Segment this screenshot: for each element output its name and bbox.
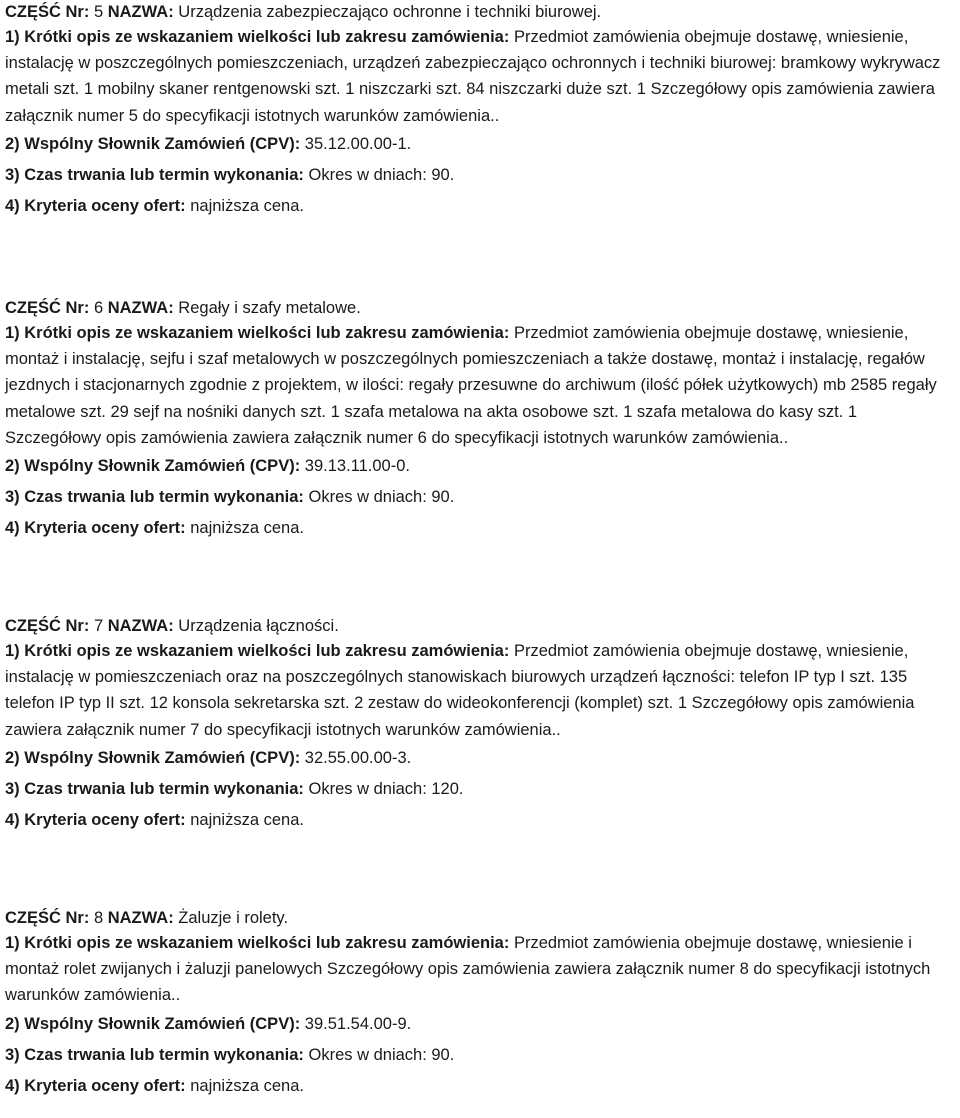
short-description (5, 930, 957, 1009)
part-heading (5, 614, 957, 638)
cpv-line (5, 129, 957, 160)
criteria-value: najniższa cena. (190, 1076, 304, 1095)
duration-line (5, 774, 957, 805)
cpv-label: 2) Wspólny Słownik Zamówień (CPV): (5, 1014, 301, 1033)
description-text: Przedmiot zamówienia obejmuje dostawę, wniesienie, montaż i instalację, sejfu i szaf metalowych w poszczególnych pomieszczeniach a także dostawę, montaż i instalację, regałów jezdnych i stacjonarnych zgodnie z projektem, w ilości: regały przesuwne do archiwum (ilość półek użytkowych) mb 2585 regały metalowe szt. 29 sejf na nośniki danych szt. 1 szafa metalowa na akta osobowe szt. 1 szafa metalowa do kasy szt. 1 Szczegółowy opis zamówienia zawiera załącznik numer 6 do specyfikacji istotnych warunków zamówienia.. (5, 324, 937, 447)
duration-value: Okres w dniach: 90. (308, 488, 455, 507)
cpv-label: 2) Wspólny Słownik Zamówień (CPV): (5, 457, 301, 476)
duration-line (5, 482, 957, 513)
name-label: NAZWA: (107, 3, 174, 21)
duration-line (5, 160, 957, 191)
part-name: Regały i szafy metalowe. (178, 299, 361, 317)
part-heading (5, 0, 957, 24)
part-name: Urządzenia zabezpieczająco ochronne i techniki biurowej. (178, 3, 602, 21)
criteria-label: 4) Kryteria oceny ofert: (5, 1076, 186, 1095)
criteria-line (5, 1071, 957, 1102)
part-label: CZĘŚĆ Nr: (5, 299, 90, 317)
cpv-line (5, 451, 957, 482)
criteria-label: 4) Kryteria oceny ofert: (5, 810, 186, 829)
cpv-line (5, 743, 957, 774)
part-label: CZĘŚĆ Nr: (5, 909, 90, 927)
short-description (5, 638, 957, 743)
duration-label: 3) Czas trwania lub termin wykonania: (5, 779, 304, 798)
criteria-line (5, 513, 957, 544)
part-name: Urządzenia łączności. (178, 617, 339, 635)
criteria-value: najniższa cena. (190, 810, 304, 829)
criteria-line (5, 805, 957, 836)
duration-label: 3) Czas trwania lub termin wykonania: (5, 488, 304, 507)
short-description (5, 320, 957, 451)
part-heading (5, 296, 957, 320)
duration-value: Okres w dniach: 120. (308, 779, 464, 798)
part-heading (5, 906, 957, 930)
name-label: NAZWA: (107, 909, 174, 927)
name-label: NAZWA: (107, 299, 174, 317)
part-label: CZĘŚĆ Nr: (5, 617, 90, 635)
criteria-value: najniższa cena. (190, 196, 304, 215)
cpv-code: 35.12.00.00-1. (304, 134, 412, 153)
description-label: 1) Krótki opis ze wskazaniem wielkości lub zakresu zamówienia: (5, 934, 510, 952)
part-number: 8 (93, 909, 104, 927)
cpv-line (5, 1009, 957, 1040)
name-label: NAZWA: (107, 617, 174, 635)
duration-line (5, 1040, 957, 1071)
cpv-code: 32.55.00.00-3. (304, 748, 412, 767)
part-number: 5 (93, 3, 104, 21)
contract-part-7 (5, 614, 957, 836)
description-label: 1) Krótki opis ze wskazaniem wielkości lub zakresu zamówienia: (5, 28, 510, 46)
description-text: Przedmiot zamówienia obejmuje dostawę, wniesienie, instalację w pomieszczeniach oraz na poszczególnych stanowiskach biurowych urządzeń łączności: telefon IP typ I szt. 135 telefon IP typ II szt. 12 konsola sekretarska szt. 2 zestaw do wideokonferencji (komplet) szt. 1 Szczegółowy opis zamówienia zawiera załącznik numer 7 do specyfikacji istotnych warunków zamówienia.. (5, 642, 915, 739)
cpv-code: 39.51.54.00-9. (304, 1014, 412, 1033)
cpv-code: 39.13.11.00-0. (304, 457, 410, 476)
duration-label: 3) Czas trwania lub termin wykonania: (5, 165, 304, 184)
contract-part-5 (5, 0, 957, 222)
duration-label: 3) Czas trwania lub termin wykonania: (5, 1045, 304, 1064)
part-label: CZĘŚĆ Nr: (5, 3, 90, 21)
short-description (5, 24, 957, 129)
cpv-label: 2) Wspólny Słownik Zamówień (CPV): (5, 134, 301, 153)
criteria-label: 4) Kryteria oceny ofert: (5, 519, 186, 538)
description-text: Przedmiot zamówienia obejmuje dostawę, wniesienie, instalację w poszczególnych pomieszczeniach, urządzeń zabezpieczająco ochronnych i techniki biurowej: bramkowy wykrywacz metali szt. 1 mobilny skaner rentgenowski szt. 1 niszczarki szt. 84 niszczarki duże szt. 1 Szczegółowy opis zamówienia zawiera załącznik numer 5 do specyfikacji istotnych warunków zamówienia.. (5, 28, 941, 125)
description-label: 1) Krótki opis ze wskazaniem wielkości lub zakresu zamówienia: (5, 642, 510, 660)
description-text: Przedmiot zamówienia obejmuje dostawę, wniesienie i montaż rolet zwijanych i żaluzji panelowych Szczegółowy opis zamówienia zawiera załącznik numer 8 do specyfikacji istotnych warunków zamówienia.. (5, 934, 931, 1005)
contract-part-6 (5, 296, 957, 544)
part-number: 7 (93, 617, 104, 635)
part-number: 6 (93, 299, 104, 317)
cpv-label: 2) Wspólny Słownik Zamówień (CPV): (5, 748, 301, 767)
duration-value: Okres w dniach: 90. (308, 1045, 455, 1064)
duration-value: Okres w dniach: 90. (308, 165, 455, 184)
criteria-line (5, 191, 957, 222)
contract-part-8 (5, 906, 957, 1102)
description-label: 1) Krótki opis ze wskazaniem wielkości lub zakresu zamówienia: (5, 324, 510, 342)
part-name: Żaluzje i rolety. (178, 909, 289, 927)
criteria-value: najniższa cena. (190, 519, 304, 538)
criteria-label: 4) Kryteria oceny ofert: (5, 196, 186, 215)
